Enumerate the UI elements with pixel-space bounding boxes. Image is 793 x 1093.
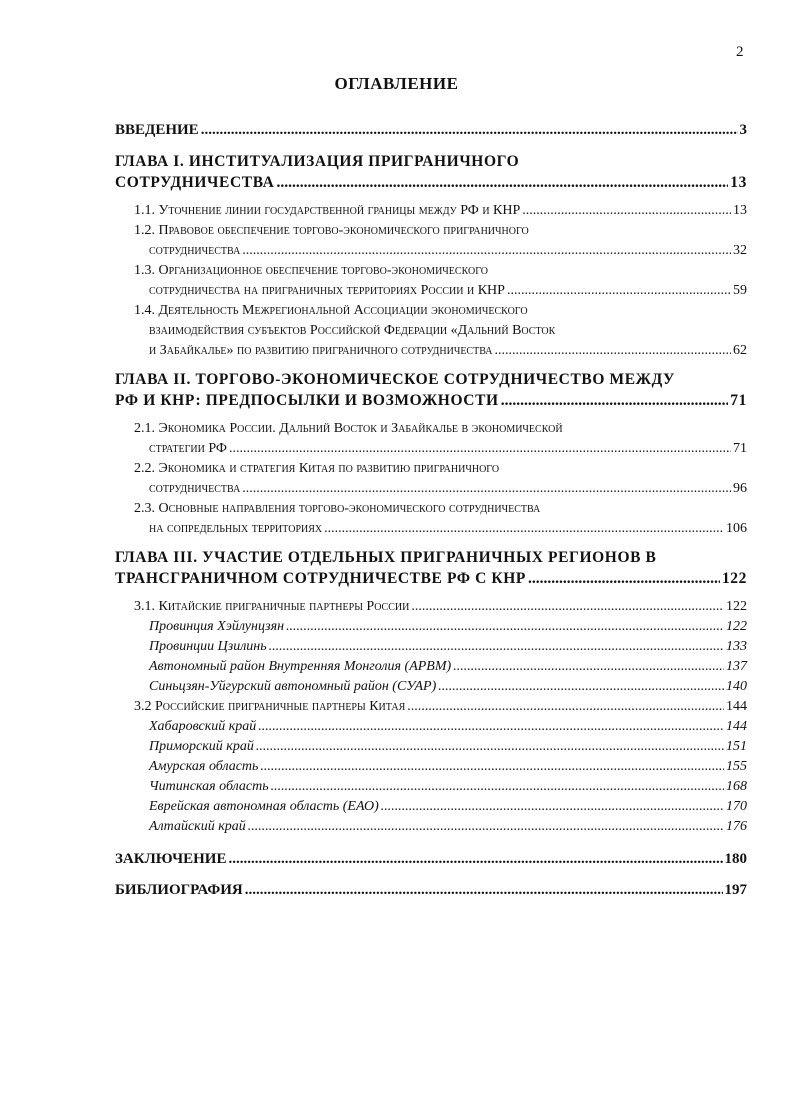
dot-leader <box>522 201 731 221</box>
toc-entry-label: Еврейская автономная область (ЕАО) <box>149 799 379 814</box>
toc-entry-label: на сопредельных территориях <box>149 521 323 536</box>
toc-entry-subsection[interactable] <box>115 777 747 797</box>
toc-entry-subsection[interactable] <box>115 797 747 817</box>
toc-entry-subsection[interactable] <box>115 757 747 777</box>
toc-page-number: 122 <box>726 619 747 634</box>
dot-leader <box>242 479 731 499</box>
toc-entry-label: сотрудничества <box>149 481 241 496</box>
dot-leader <box>453 657 724 677</box>
toc-page-number: 151 <box>726 739 747 754</box>
dot-leader <box>229 439 731 459</box>
dot-leader <box>507 281 731 301</box>
toc-page-number: 32 <box>733 243 747 258</box>
toc-page-number: 59 <box>733 283 747 298</box>
dot-leader <box>260 757 724 777</box>
toc-entry-label: Приморский край <box>149 739 254 754</box>
toc-page-number: 137 <box>726 659 747 674</box>
toc-page-number: 180 <box>724 851 747 867</box>
toc-entry-subsection[interactable] <box>115 617 747 637</box>
toc-entry-label: ТРАНСГРАНИЧНОМ СОТРУДНИЧЕСТВЕ РФ С КНР <box>115 570 526 587</box>
toc-entry-label: ЗАКЛЮЧЕНИЕ <box>115 851 227 867</box>
dot-leader <box>324 519 724 539</box>
toc-page-number: 13 <box>730 174 747 191</box>
toc-entry-chapter-1[interactable] <box>115 151 747 193</box>
toc-entry-chapter-3[interactable] <box>115 547 747 589</box>
toc-entry-subsection[interactable] <box>115 677 747 697</box>
dot-leader <box>438 677 724 697</box>
toc-entry-label: 1.4. Деятельность Межрегиональной Ассоциации экономического <box>134 303 528 318</box>
dot-leader <box>276 172 728 193</box>
page-title: ОГЛАВЛЕНИЕ <box>334 74 459 93</box>
toc-entry-conclusion[interactable] <box>115 849 747 870</box>
toc-entry-label: и Забайкалье» по развитию приграничного сотрудничества <box>149 343 493 358</box>
toc-entry-section-1-2[interactable] <box>115 221 747 261</box>
toc-entry-label: ГЛАВА I. ИНСТИТУАЛИЗАЦИЯ ПРИГРАНИЧНОГО <box>115 153 520 170</box>
dot-leader <box>269 637 724 657</box>
toc-entry-label: Автономный район Внутренняя Монголия (АРВМ) <box>149 659 452 674</box>
toc-entry-subsection[interactable] <box>115 717 747 737</box>
dot-leader <box>201 120 738 141</box>
toc-page-number: 144 <box>726 719 747 734</box>
toc-entry-bibliography[interactable] <box>115 880 747 901</box>
toc-entry-label: взаимодействия субъектов Российской Федерации «Дальний Восток <box>149 323 556 338</box>
toc-entry-chapter-2[interactable] <box>115 369 747 411</box>
toc-entry-label: 2.1. Экономика России. Дальний Восток и Забайкалье в экономической <box>134 421 563 436</box>
dot-leader <box>381 797 724 817</box>
dot-leader <box>501 390 729 411</box>
toc-entry-label: сотрудничества на приграничных территориях России и КНР <box>149 283 505 298</box>
toc-entry-label: ГЛАВА III. УЧАСТИЕ ОТДЕЛЬНЫХ ПРИГРАНИЧНЫХ РЕГИОНОВ В <box>115 549 657 566</box>
toc-entry-label: 1.1. Уточнение линии государственной границы между РФ и КНР <box>134 203 521 218</box>
toc-entry-label: Хабаровский край <box>149 719 257 734</box>
toc-page-number: 62 <box>733 343 747 358</box>
dot-leader <box>271 777 724 797</box>
dot-leader <box>528 568 720 589</box>
toc-entry-label: 3.2 Российские приграничные партнеры Китая <box>134 699 406 714</box>
dot-leader <box>286 617 724 637</box>
toc-entry-label: РФ И КНР: ПРЕДПОСЫЛКИ И ВОЗМОЖНОСТИ <box>115 392 499 409</box>
toc-entry-introduction[interactable] <box>115 120 747 141</box>
dot-leader <box>411 597 724 617</box>
toc-entry-section-1-3[interactable] <box>115 261 747 301</box>
toc-entry-label: 1.2. Правовое обеспечение торгово-экономического приграничного <box>134 223 529 238</box>
toc-page-number: 144 <box>726 699 747 714</box>
toc-entry-subsection[interactable] <box>115 817 747 837</box>
toc-entry-label: Амурская область <box>149 759 259 774</box>
toc-entry-section-1-1[interactable] <box>115 201 747 221</box>
toc-page-number: 140 <box>726 679 747 694</box>
toc-entry-label: Алтайский край <box>149 819 246 834</box>
dot-leader <box>228 849 722 870</box>
toc-page-number: 71 <box>730 392 747 409</box>
toc-entry-label: Синьцзян-Уйгурский автономный район (СУАР) <box>149 679 437 694</box>
toc-page-number: 168 <box>726 779 747 794</box>
dot-leader <box>248 817 724 837</box>
toc-entry-label: Провинции Цзилинь <box>149 639 267 654</box>
toc-entry-subsection[interactable] <box>115 737 747 757</box>
toc-page-number: 106 <box>726 521 747 536</box>
toc-page-number: 155 <box>726 759 747 774</box>
page-number: 2 <box>736 44 744 60</box>
toc-page-number: 3 <box>739 122 747 138</box>
toc-entry-section-2-2[interactable] <box>115 459 747 499</box>
toc-page-number: 96 <box>733 481 747 496</box>
toc-entry-label: ВВЕДЕНИЕ <box>115 122 199 138</box>
toc-entry-label: 1.3. Организационное обеспечение торгово-экономического <box>134 263 488 278</box>
toc-page-number: 122 <box>726 599 747 614</box>
toc-entry-label: ГЛАВА II. ТОРГОВО-ЭКОНОМИЧЕСКОЕ СОТРУДНИЧЕСТВО МЕЖДУ <box>115 371 676 388</box>
dot-leader <box>242 241 731 261</box>
dot-leader <box>258 717 724 737</box>
dot-leader <box>245 880 723 901</box>
toc-entry-label: 3.1. Китайские приграничные партнеры России <box>134 599 410 614</box>
toc-entry-section-2-3[interactable] <box>115 499 747 539</box>
toc-entry-label: 2.3. Основные направления торгово-экономического сотрудничества <box>134 501 541 516</box>
dot-leader <box>256 737 724 757</box>
toc-entry-label: Провинция Хэйлунцзян <box>149 619 285 634</box>
toc-page-number: 13 <box>733 203 747 218</box>
toc-entry-subsection[interactable] <box>115 657 747 677</box>
toc-page-number: 176 <box>726 819 747 834</box>
toc-entry-label: Читинская область <box>149 779 269 794</box>
toc-page-number: 133 <box>726 639 747 654</box>
toc-entry-label: 2.2. Экономика и стратегия Китая по развитию приграничного <box>134 461 500 476</box>
toc-page-number: 71 <box>733 441 747 456</box>
toc-entry-label: стратегии РФ <box>149 441 227 456</box>
toc-entry-section-1-4[interactable] <box>115 301 747 361</box>
toc-entry-subsection[interactable] <box>115 637 747 657</box>
toc-entry-label: БИБЛИОГРАФИЯ <box>115 882 243 898</box>
table-of-contents <box>115 120 747 901</box>
toc-entry-section-3-2[interactable] <box>115 697 747 717</box>
toc-entry-label: сотрудничества <box>149 243 241 258</box>
toc-page-number: 122 <box>721 570 747 587</box>
toc-entry-label: СОТРУДНИЧЕСТВА <box>115 174 275 191</box>
toc-entry-section-3-1[interactable] <box>115 597 747 617</box>
dot-leader <box>407 697 724 717</box>
toc-page-number: 197 <box>724 882 747 898</box>
toc-page-number: 170 <box>726 799 747 814</box>
toc-entry-section-2-1[interactable] <box>115 419 747 459</box>
dot-leader <box>494 341 731 361</box>
